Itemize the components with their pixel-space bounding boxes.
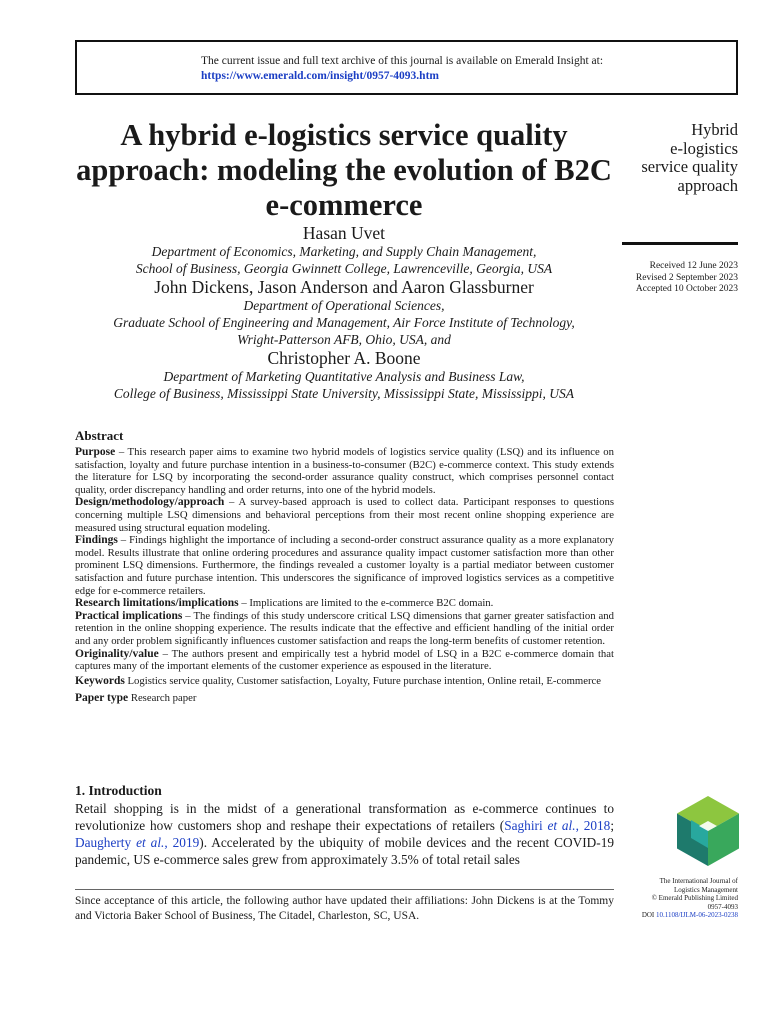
- author-name: John Dickens, Jason Anderson and Aaron Glassburner: [154, 277, 534, 297]
- abstract-text: – This research paper aims to examine two hybrid models of logistics service quality (LSQ) and its influence on satisfaction, loyalty and future purchase intention in a business-to-consumer (B2C) e-commerce context. This study extends the literature for LSQ by incorporating the second-order assurance quality construct, which comprises personnel contact quality, order discrepancy handling and order returns, into one of the hybrid models.: [75, 446, 614, 496]
- author-affiliation: School of Business, Georgia Gwinnett College, Lawrenceville, Georgia, USA: [135, 261, 553, 276]
- introduction-heading: 1. Introduction: [75, 783, 162, 798]
- author-affiliation: Department of Marketing Quantitative Analysis and Business Law,: [163, 369, 525, 384]
- keywords-label: Keywords: [75, 674, 125, 687]
- abstract-design: [75, 496, 614, 534]
- keywords: [75, 674, 614, 690]
- introduction-section: [75, 783, 614, 868]
- footnote: Since acceptance of this article, the following author have updated their affiliations: John Dickens is at the Tommy and Victoria Baker School of Business, The Citadel, Charleston, SC, USA.: [75, 895, 614, 922]
- paper-type-text: Research paper: [128, 692, 197, 705]
- author-affiliation: College of Business, Mississippi State University, Mississippi State, Mississippi, USA: [113, 386, 575, 401]
- paper-type-label: Paper type: [75, 692, 129, 705]
- doi-link[interactable]: 10.1108/IJLM-06-2023-0238: [656, 911, 738, 920]
- author-block: [62, 223, 626, 402]
- running-head: [578, 121, 738, 195]
- citation-etal: et al.: [136, 835, 165, 851]
- running-head-line: e-logistics: [670, 138, 738, 158]
- abstract-label: Originality/value: [75, 647, 159, 660]
- abstract-purpose: [75, 446, 614, 496]
- abstract-label: Practical implications: [75, 609, 183, 622]
- paper-type: [75, 691, 614, 707]
- abstract-text: – The authors present and empirically test a hybrid model of LSQ in a B2C e-commerce domain that captures many of the important elements of the customer experience as espoused in the literature.: [75, 647, 614, 673]
- author-affiliation: Graduate School of Engineering and Management, Air Force Institute of Technology,: [113, 315, 575, 330]
- revised-date: Revised 2 September 2023: [635, 272, 738, 283]
- author-affiliation: Wright-Patterson AFB, Ohio, USA, and: [237, 332, 451, 347]
- author-name: Christopher A. Boone: [267, 348, 421, 368]
- abstract-originality: [75, 648, 614, 673]
- abstract-practical: [75, 610, 614, 648]
- journal-name: The International Journal of: [659, 877, 738, 885]
- abstract-text: – Implications are limited to the e-commerce B2C domain.: [238, 597, 494, 610]
- citation-author: Daugherty: [75, 835, 137, 851]
- journal-name: Logistics Management: [674, 885, 738, 894]
- citation-link-saghiri[interactable]: [504, 818, 610, 833]
- doi-label: DOI: [641, 911, 657, 920]
- abstract-label: Design/methodology/approach: [75, 496, 225, 509]
- emerald-publishing-logo-icon: [677, 796, 739, 866]
- citation-link-daugherty[interactable]: [75, 835, 199, 850]
- abstract-label: Findings: [75, 534, 118, 547]
- journal-doi: [578, 911, 738, 920]
- author-affiliation: Department of Economics, Marketing, and Supply Chain Management,: [151, 244, 537, 259]
- abstract-text: – The findings of this study underscore critical LSQ dimensions that garner greater satisfaction and retention in the online shopping experience. The results indicate that the effective and efficient handling of the initial order and any order problem significantly influences customer satisfaction and reaps the long-term benefits of customer retention.: [75, 609, 614, 647]
- notice-text: The current issue and full text archive of this journal is available on Emerald Insight at:: [201, 55, 604, 67]
- footnote-divider: [75, 889, 614, 890]
- running-head-line: service quality: [641, 157, 738, 176]
- journal-info: [578, 877, 738, 920]
- journal-url-link[interactable]: https://www.emerald.com/insight/0957-4093.htm: [201, 70, 439, 82]
- abstract-limitations: [75, 597, 614, 610]
- citation-year: , 2019: [164, 835, 200, 851]
- intro-text-segment: ). Accelerated by the ubiquity of mobile devices and the recent COVID-19 pandemic, US e-commerce sales grew from approximately 3.5% of total retail sales: [75, 835, 615, 868]
- citation-separator: ;: [610, 818, 615, 834]
- keywords-text: Logistics service quality, Customer satisfaction, Loyalty, Future purchase intention, Online retail, E-commerce: [124, 674, 601, 687]
- intro-text-segment: Retail shopping is in the midst of a generational transformation as e-commerce continues to revolutionize how customers shop and reshape their expectations of retailers (: [75, 801, 614, 834]
- abstract-text: – A survey-based approach is used to collect data. Participant responses to questions concerning multiple LSQ dimensions and behavioral perceptions from their most recent online shopping experience are measured using structural equation modeling.: [75, 496, 614, 534]
- article-title: A hybrid e-logistics service quality approach: modeling the evolution of B2C e-commerce: [76, 118, 612, 222]
- accepted-date: Accepted 10 October 2023: [635, 284, 738, 294]
- running-head-line: Hybrid: [691, 120, 738, 139]
- citation-year: , 2018: [575, 818, 611, 834]
- author-affiliation: Department of Operational Sciences,: [243, 298, 445, 313]
- abstract-section: [75, 428, 614, 707]
- abstract-label: Purpose: [75, 446, 116, 458]
- journal-issn: 0957-4093: [707, 902, 738, 911]
- introduction-paragraph: [75, 800, 614, 868]
- abstract-text: – Findings highlight the importance of including a second-order construct assurance quality as a more explanatory model. Results illustrate that online ordering procedures and assurance quality impact customer satisfaction more than other prominent LSQ dimensions. Furthermore, the findings revealed a customer loyalty is a partial mediator between customer satisfaction and future purchase intention. This underscores the significance of improved logistics services as a competitive edge for e-commerce retailers.: [75, 534, 614, 597]
- citation-author: Saghiri: [504, 818, 548, 834]
- abstract-label: Research limitations/implications: [75, 597, 239, 610]
- author-name: Hasan Uvet: [302, 223, 386, 243]
- running-head-line: approach: [677, 175, 738, 195]
- side-rule-divider: [622, 242, 738, 245]
- abstract-heading: Abstract: [75, 428, 124, 443]
- citation-etal: et al.: [547, 818, 576, 834]
- abstract-findings: [75, 534, 614, 597]
- journal-notice-box: [75, 40, 738, 95]
- received-date: Received 12 June 2023: [649, 261, 738, 271]
- journal-copyright: © Emerald Publishing Limited: [651, 894, 738, 903]
